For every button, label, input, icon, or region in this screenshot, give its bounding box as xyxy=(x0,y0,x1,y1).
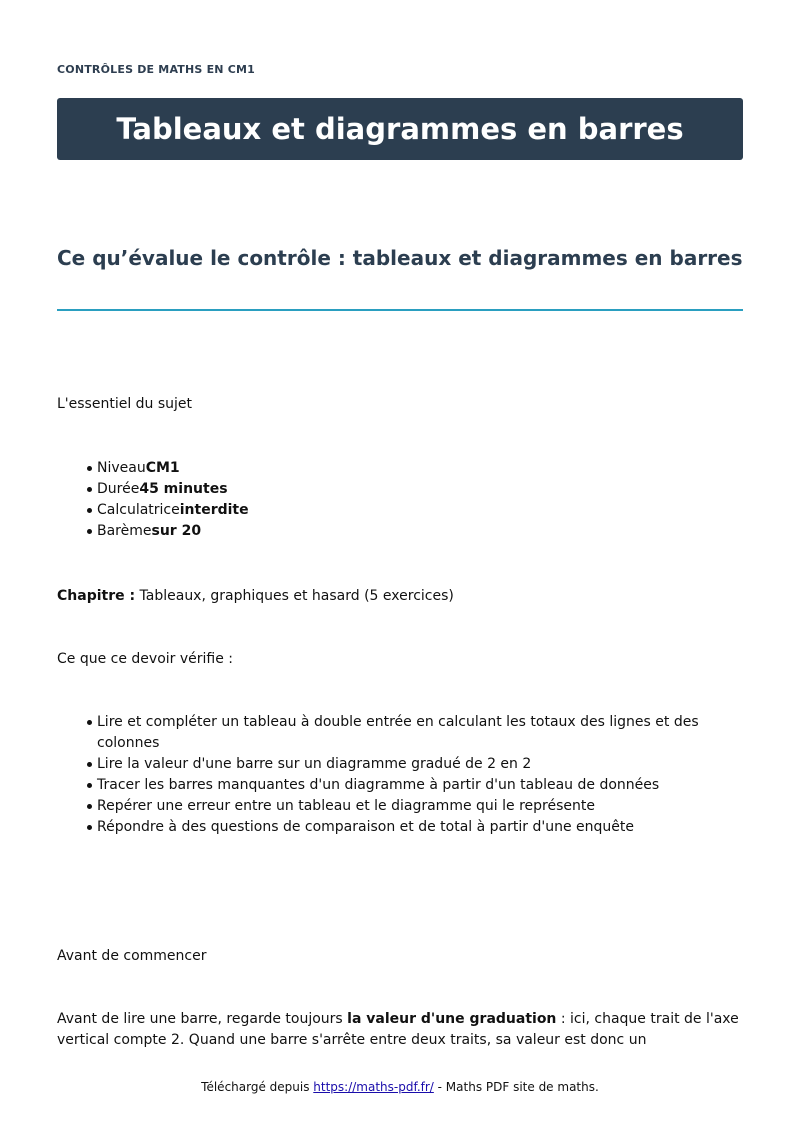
chapter-label: Chapitre : xyxy=(57,588,136,604)
before-text-start: Avant de lire une barre, regarde toujours xyxy=(57,1011,348,1027)
checks-item-text: Tracer les barres manquantes d'un diagramme à partir d'un tableau de données xyxy=(97,777,660,793)
essentials-item-grading xyxy=(57,521,743,542)
checks-item xyxy=(57,775,743,796)
before-label: Avant de commencer xyxy=(57,948,207,964)
checks-item xyxy=(57,817,743,838)
checks-label: Ce que ce devoir vérifie : xyxy=(57,651,234,667)
footer-prefix: Téléchargé depuis xyxy=(201,1080,314,1094)
checks-item xyxy=(57,712,743,754)
essentials-item-value: CM1 xyxy=(145,460,180,476)
footer-suffix: - Maths PDF site de maths. xyxy=(433,1080,599,1094)
essentials-item-label: Niveau xyxy=(97,460,146,476)
checks-item-text: Lire la valeur d'une barre sur un diagramme gradué de 2 en 2 xyxy=(97,756,532,772)
essentials-item-calculator xyxy=(57,500,743,521)
before-text-end: : ici, chaque trait de l'axe vertical compte 2. Quand une barre s'arrête entre deux traits, sa valeur est donc un xyxy=(57,1011,739,1048)
checks-item-text: Repérer une erreur entre un tableau et le diagramme qui le représente xyxy=(97,798,595,814)
page-title: Tableaux et diagrammes en barres xyxy=(116,112,684,146)
section-heading: Ce qu’évalue le contrôle : tableaux et diagrammes en barres xyxy=(57,246,743,270)
bullet-icon xyxy=(87,720,92,725)
checks-list xyxy=(57,712,743,838)
chapter-value: Tableaux, graphiques et hasard (5 exercices) xyxy=(139,588,454,604)
checks-item-text: Répondre à des questions de comparaison et de total à partir d'une enquête xyxy=(97,819,634,835)
bullet-icon xyxy=(87,825,92,830)
document-kicker: CONTRÔLES DE MATHS EN CM1 xyxy=(57,63,255,76)
page-footer xyxy=(0,1080,800,1094)
checks-item-text: Lire et compléter un tableau à double entrée en calculant les totaux des lignes et des colonnes xyxy=(97,714,699,751)
bullet-icon xyxy=(87,804,92,809)
essentials-item-level xyxy=(57,458,743,479)
essentials-item-value: interdite xyxy=(179,502,249,518)
essentials-item-label: Barème xyxy=(97,523,152,539)
bullet-icon xyxy=(87,783,92,788)
chapter-line xyxy=(57,586,454,607)
bullet-icon xyxy=(87,466,92,471)
checks-item xyxy=(57,754,743,775)
title-banner xyxy=(57,98,743,160)
essentials-item-value: sur 20 xyxy=(151,523,202,539)
essentials-item-value: 45 minutes xyxy=(139,481,228,497)
bullet-icon xyxy=(87,529,92,534)
essentials-item-duration xyxy=(57,479,743,500)
checks-item xyxy=(57,796,743,817)
essentials-list xyxy=(57,458,743,542)
essentials-item-label: Durée xyxy=(97,481,140,497)
bullet-icon xyxy=(87,762,92,767)
section-divider xyxy=(57,309,743,311)
bullet-icon xyxy=(87,508,92,513)
essentials-label: L'essentiel du sujet xyxy=(57,396,193,412)
bullet-icon xyxy=(87,487,92,492)
before-text-emphasis: la valeur d'une graduation xyxy=(347,1011,557,1027)
before-paragraph xyxy=(57,1009,743,1051)
essentials-item-label: Calculatrice xyxy=(97,502,180,518)
footer-link[interactable]: https://maths-pdf.fr/ xyxy=(313,1080,434,1094)
